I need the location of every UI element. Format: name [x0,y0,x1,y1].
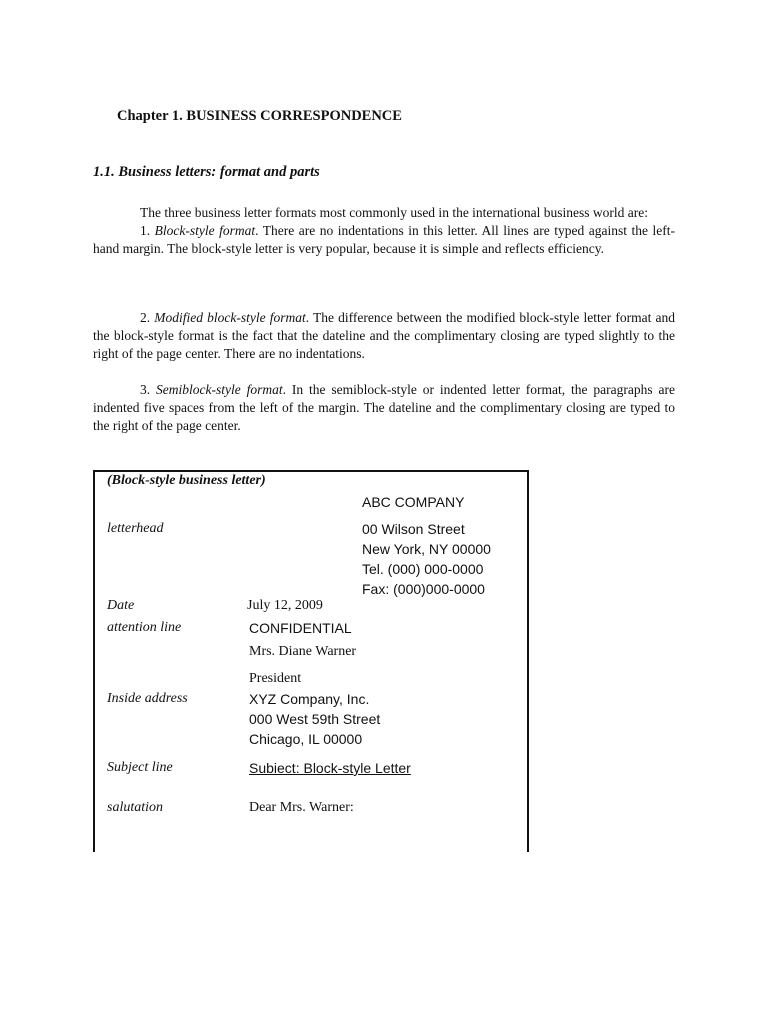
attention-value: CONFIDENTIAL [249,620,352,636]
recipient-company: XYZ Company, Inc. [249,691,370,707]
paragraph-formats-intro [93,204,675,257]
date-value: July 12, 2009 [247,598,323,613]
item3-term: Semiblock-style format [156,382,283,397]
subject-label: Subject line [107,760,173,775]
recipient-city: Chicago, IL 00000 [249,731,363,747]
intro-text: The three business letter formats most commonly used in the international business world are: [140,205,649,220]
subject-value: Subiect: Block-style Letter [249,760,411,776]
inside-address-label: Inside address [107,691,188,706]
letter-box-title: (Block-style business letter) [107,473,266,488]
chapter-title: Chapter 1. BUSINESS CORRESPONDENCE [117,108,402,124]
recipient-title: President [249,671,302,686]
recipient-name: Mrs. Diane Warner [249,644,357,659]
letterhead-tel: Tel. (000) 000-0000 [362,561,484,577]
salutation-value: Dear Mrs. Warner: [249,800,354,815]
item1-prefix: 1. [140,222,155,238]
item3-text: . In the semiblock-style or indented letter format, the paragraphs are indented five spaces from the left of the margin. The dateline and the complimentary closing are typed to the right of the page center. [93,382,675,433]
letterhead-city: New York, NY 00000 [362,541,491,557]
salutation-label: salutation [107,800,164,815]
item2-text: . The difference between the modified block-style letter format and the block-style format is the fact that the dateline and the complimentary closing are typed slightly to the right of the page center. There are no indentations. [93,310,676,361]
attention-label: attention line [107,620,182,635]
paragraph-modified-block [93,309,675,362]
item1-text: . There are no indentations in this letter. All lines are typed against the left-hand margin. The block-style letter is very popular, because it is simple and reflects efficiency. [93,222,675,256]
block-style-letter-example [93,470,529,852]
letterhead-fax: Fax: (000)000-0000 [362,581,485,597]
date-label: Date [107,598,135,613]
item1-term: Block-style format [154,222,256,238]
letterhead-label: letterhead [107,521,164,536]
item2-prefix: 2. [140,310,155,325]
paragraph-semiblock [93,381,675,434]
item3-prefix: 3. [140,382,157,397]
letterhead-company: ABC COMPANY [362,494,465,510]
recipient-street: 000 West 59th Street [249,711,381,727]
section-title: 1.1. Business letters: format and parts [93,164,320,180]
item2-term: Modified block-style format [154,310,306,325]
letterhead-street: 00 Wilson Street [362,521,465,537]
